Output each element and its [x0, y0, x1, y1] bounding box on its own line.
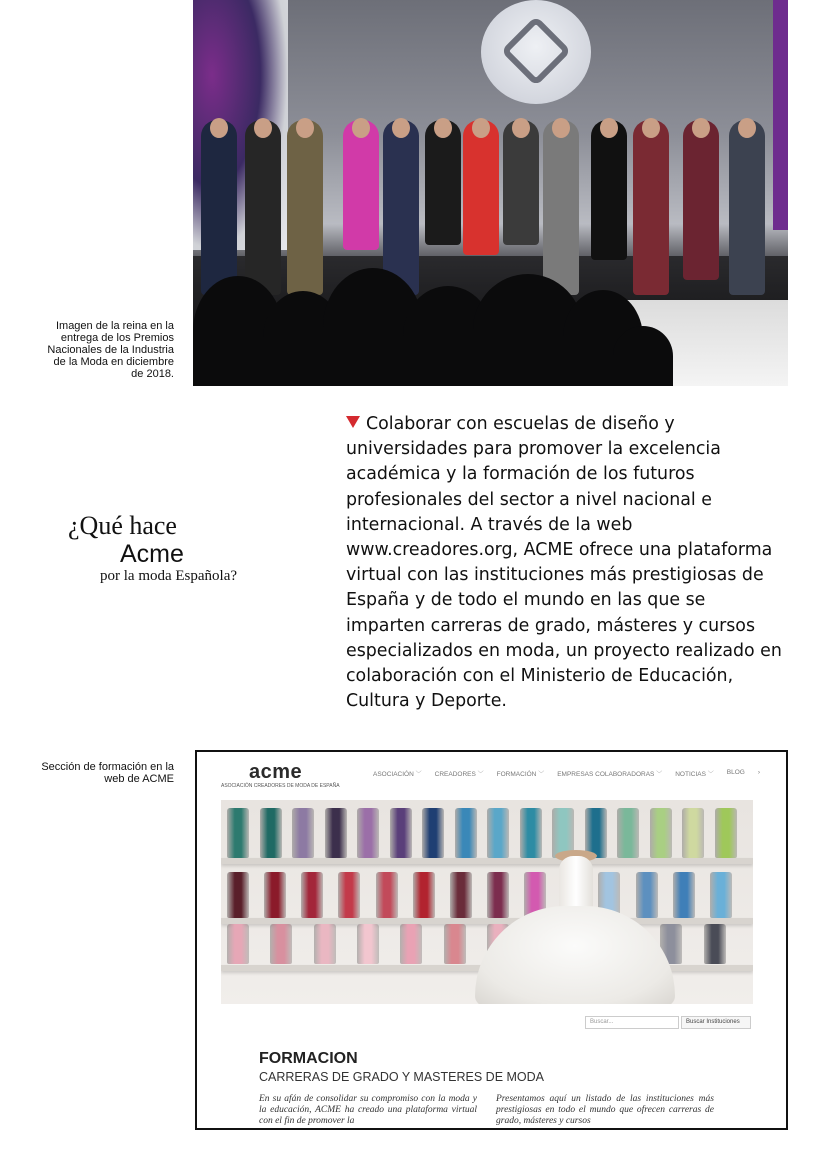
thread-spool: [450, 872, 472, 918]
body-paragraph: Colaborar con escuelas de diseño y universidades para promover la excelencia académica y la formación de los futuros profesionales del sector a nivel nacional e internacional. A través de la web www.creadores.org, ACME ofrece una plataforma virtual con las instituciones más prestigiosas de España y de todo el mundo en las que se imparten carreras de grado, másteres y cursos especializados en moda, un proyecto realizado en colaboración con el Ministerio de Educación, Cultura y Deporte.: [346, 414, 782, 712]
award-ceremony-photo: [193, 0, 788, 386]
thread-spool: [357, 924, 379, 964]
thread-spool: [673, 872, 695, 918]
thread-spool: [617, 808, 639, 858]
chevron-down-icon: ﹀: [415, 772, 422, 778]
website-navbar: [197, 752, 786, 800]
thread-spool: [400, 924, 422, 964]
thread-spool: [682, 808, 704, 858]
thread-spool: [390, 808, 412, 858]
menu-item-noticias: NOTICIAS ﹀: [675, 771, 714, 778]
section-subtitle: CARRERAS DE GRADO Y MASTERES DE MODA: [259, 1070, 545, 1084]
photo-caption: Imagen de la reina en la entrega de los Premios Nacionales de la Industria de la Moda en diciembre de 2018.: [47, 320, 174, 380]
menu-more-icon: ›: [757, 769, 760, 776]
thread-spool: [455, 808, 477, 858]
heading-line-2: Acme: [120, 540, 184, 568]
red-triangle-icon: [346, 416, 360, 428]
thread-spool: [487, 872, 509, 918]
thread-spool: [301, 872, 323, 918]
thread-spool: [227, 924, 249, 964]
website-screenshot: [195, 750, 788, 1130]
menu-item-formacion: FORMACIÓN ﹀: [496, 771, 545, 778]
menu-item-creadores: CREADORES ﹀: [434, 771, 484, 778]
thread-spool: [444, 924, 466, 964]
body-paragraph-block: [346, 412, 786, 714]
thread-spool: [338, 872, 360, 918]
stage-logo-icon: [481, 0, 591, 104]
thread-spool: [264, 872, 286, 918]
thread-spool: [314, 924, 336, 964]
thread-spool: [487, 808, 509, 858]
web-screenshot-caption: Sección de formación en la web de ACME: [41, 761, 174, 785]
chevron-down-icon: ﹀: [538, 772, 545, 778]
brand-logo: acme: [249, 761, 303, 783]
intro-column-2: Presentamos aquí un listado de las instituciones más prestigiosas en todo el mundo que ofrecen carreras de grado, másteres y cursos: [496, 1094, 714, 1126]
search-input: Buscar...: [585, 1016, 679, 1029]
thread-spool: [413, 872, 435, 918]
search-institutions-button: Buscar Instituciones: [681, 1016, 751, 1029]
menu-item-asociacion: ASOCIACIÓN ﹀: [373, 771, 422, 778]
website-menu: [373, 769, 760, 778]
thread-spool: [357, 808, 379, 858]
thread-spool: [422, 808, 444, 858]
thread-spool: [520, 808, 542, 858]
section-title: FORMACION: [259, 1050, 358, 1067]
heading-line-1: ¿Qué hace: [68, 511, 177, 540]
thread-spool: [704, 924, 726, 964]
menu-item-blog: BLOG: [726, 769, 745, 776]
thread-spool: [715, 808, 737, 858]
chevron-down-icon: ﹀: [707, 772, 714, 778]
thread-spool: [270, 924, 292, 964]
chevron-down-icon: ﹀: [477, 772, 484, 778]
thread-spool: [636, 872, 658, 918]
thread-spool: [325, 808, 347, 858]
thread-spool: [376, 872, 398, 918]
chevron-down-icon: ﹀: [656, 772, 663, 778]
intro-column-1: En su afán de consolidar su compromiso con la moda y la educación, ACME ha creado una plataforma virtual con el fin de promover la: [259, 1094, 477, 1126]
thread-spool: [227, 808, 249, 858]
thread-spool: [650, 808, 672, 858]
thread-spool: [227, 872, 249, 918]
thread-spool: [292, 808, 314, 858]
thread-spools-photo: [221, 800, 753, 1004]
heading-line-3: por la moda Española?: [100, 568, 238, 584]
brand-subtitle: ASOCIACIÓN CREADORES DE MODA DE ESPAÑA: [221, 783, 340, 789]
thread-spool: [260, 808, 282, 858]
menu-item-empresas: EMPRESAS COLABORADORAS ﹀: [557, 771, 663, 778]
thread-spool: [710, 872, 732, 918]
